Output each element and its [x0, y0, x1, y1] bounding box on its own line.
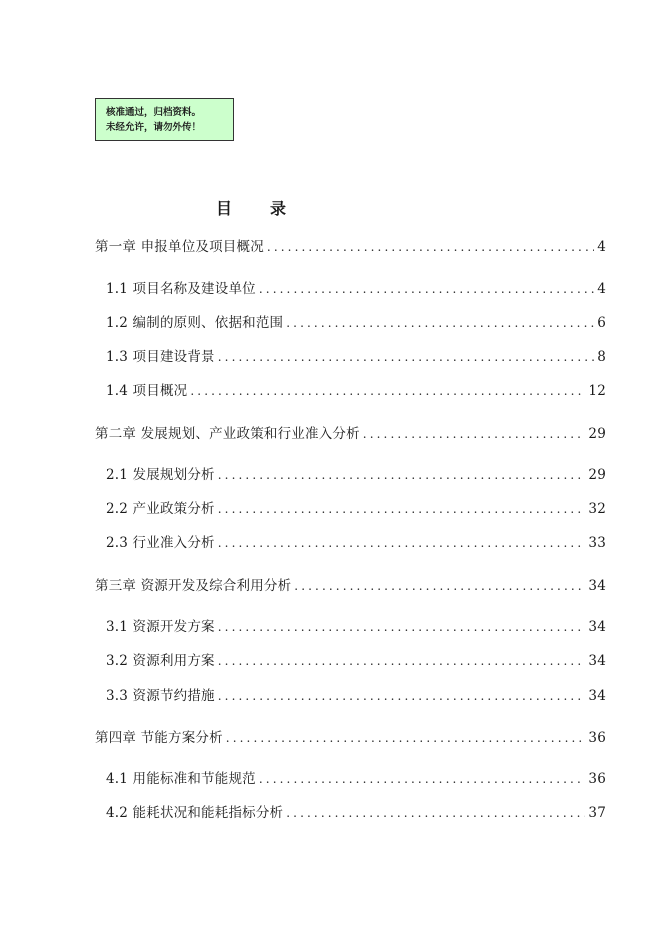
- toc-entry-label: 1.1 项目名称及建设单位: [106, 281, 256, 297]
- toc-entry-chapter-4[interactable]: [95, 728, 606, 748]
- toc-entry-1-4[interactable]: [106, 381, 606, 401]
- toc-leader-dots: [218, 465, 586, 485]
- toc-leader-dots: [218, 347, 594, 367]
- toc-entry-label: 第二章 发展规划、产业政策和行业准入分析: [95, 426, 360, 442]
- toc-leader-dots: [218, 499, 586, 519]
- toc-leader-dots: [218, 651, 586, 671]
- toc-leader-dots: [190, 381, 585, 401]
- toc-title-left: 目: [215, 199, 232, 218]
- toc-entry-label: 第三章 资源开发及综合利用分析: [95, 578, 292, 594]
- toc-entry-chapter-3[interactable]: [95, 576, 606, 596]
- toc-entry-page: 4: [597, 281, 606, 297]
- toc-entry-chapter-2[interactable]: [95, 424, 606, 444]
- toc-entry-page: 34: [588, 619, 606, 635]
- toc-leader-dots: [286, 803, 585, 823]
- toc-entry-page: 34: [588, 578, 606, 594]
- toc-leader-dots: [218, 617, 586, 637]
- toc-leader-dots: [259, 279, 594, 299]
- toc-entry-page: 4: [597, 239, 606, 255]
- toc-leader-dots: [267, 237, 594, 257]
- toc-entry-1-2[interactable]: [106, 313, 606, 333]
- toc-entry-page: 33: [588, 535, 606, 551]
- toc-entry-page: 37: [588, 805, 606, 821]
- toc-entry-page: 36: [588, 730, 606, 746]
- toc-entry-3-2[interactable]: [106, 651, 606, 671]
- toc-entry-label: 4.1 用能标准和节能规范: [106, 771, 256, 787]
- notice-line-1: 核准通过，归档资料。: [106, 107, 202, 118]
- toc-entry-label: 第四章 节能方案分析: [95, 730, 223, 746]
- toc-entry-page: 34: [588, 653, 606, 669]
- toc-entry-label: 第一章 申报单位及项目概况: [95, 239, 264, 255]
- toc-leader-dots: [363, 424, 586, 444]
- toc-entry-page: 36: [588, 771, 606, 787]
- toc-entry-3-3[interactable]: [106, 686, 606, 706]
- toc-entry-4-1[interactable]: [106, 769, 606, 789]
- toc-entry-label: 2.3 行业准入分析: [106, 535, 215, 551]
- toc-leader-dots: [286, 313, 594, 333]
- toc-entry-page: 29: [588, 426, 606, 442]
- toc-entry-label: 3.1 资源开发方案: [106, 619, 215, 635]
- toc-entry-2-1[interactable]: [106, 465, 606, 485]
- toc-entry-chapter-1[interactable]: [95, 237, 606, 257]
- toc-leader-dots: [218, 533, 586, 553]
- toc-entry-label: 3.3 资源节约措施: [106, 688, 215, 704]
- toc-entry-label: 4.2 能耗状况和能耗指标分析: [106, 805, 284, 821]
- toc-entry-label: 1.3 项目建设背景: [106, 349, 215, 365]
- toc-entry-label: 1.4 项目概况: [106, 383, 188, 399]
- toc-entry-page: 12: [588, 383, 606, 399]
- toc-entry-2-2[interactable]: [106, 499, 606, 519]
- toc-entry-1-3[interactable]: [106, 347, 606, 367]
- toc-entry-page: 32: [588, 501, 606, 517]
- toc-title-right: 录: [270, 199, 287, 218]
- toc-entry-2-3[interactable]: [106, 533, 606, 553]
- toc-leader-dots: [259, 769, 586, 789]
- toc-leader-dots: [226, 728, 586, 748]
- toc-leader-dots: [294, 576, 585, 596]
- toc-entry-page: 8: [597, 349, 606, 365]
- notice-line-2: 未经允许，请勿外传！: [106, 122, 202, 133]
- toc-entry-page: 6: [597, 315, 606, 331]
- toc-entry-page: 29: [588, 467, 606, 483]
- toc-entry-label: 2.2 产业政策分析: [106, 501, 215, 517]
- toc-entry-label: 3.2 资源利用方案: [106, 653, 215, 669]
- toc-leader-dots: [218, 686, 586, 706]
- toc-entry-page: 34: [588, 688, 606, 704]
- toc-entry-4-2[interactable]: [106, 803, 606, 823]
- toc-entry-label: 2.1 发展规划分析: [106, 467, 215, 483]
- toc-entry-label: 1.2 编制的原则、依据和范围: [106, 315, 284, 331]
- toc-entry-3-1[interactable]: [106, 617, 606, 637]
- toc-entry-1-1[interactable]: [106, 279, 606, 299]
